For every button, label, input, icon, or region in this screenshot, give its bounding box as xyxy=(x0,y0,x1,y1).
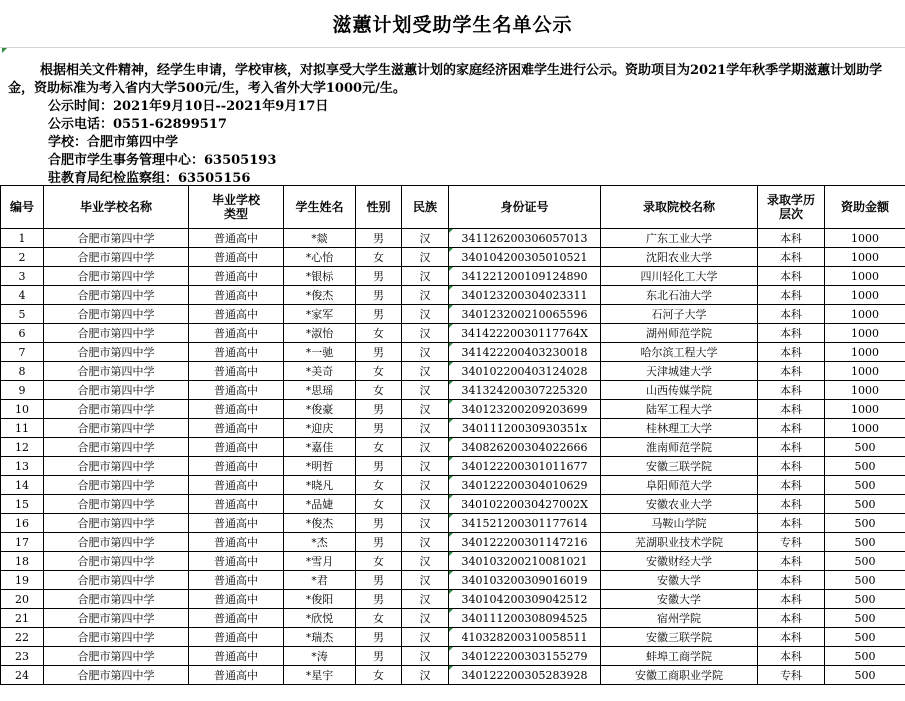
cell-amount: 500 xyxy=(825,495,905,514)
cell-school-type: 普通高中 xyxy=(189,457,284,476)
notice-line-school: 学校：合肥市第四中学 xyxy=(48,135,179,150)
table-row xyxy=(1,609,905,628)
cell-school-name: 合肥市第四中学 xyxy=(44,324,189,343)
cell-ethnicity: 汉 xyxy=(402,609,449,628)
cell-number: 16 xyxy=(1,514,44,533)
cell-school-name: 合肥市第四中学 xyxy=(44,400,189,419)
cell-gender: 男 xyxy=(356,400,402,419)
cell-number: 3 xyxy=(1,267,44,286)
cell-degree-level: 本科 xyxy=(758,647,825,666)
cell-ethnicity: 汉 xyxy=(402,248,449,267)
table-row xyxy=(1,533,905,552)
cell-id-number: 341521200301177614 xyxy=(449,514,601,533)
cell-student-name: *品婕 xyxy=(284,495,356,514)
cell-amount: 1000 xyxy=(825,267,905,286)
cell-degree-level: 本科 xyxy=(758,495,825,514)
cell-school-name: 合肥市第四中学 xyxy=(44,552,189,571)
cell-student-name: *星宇 xyxy=(284,666,356,685)
cell-admitted-school: 山西传媒学院 xyxy=(601,381,758,400)
table-row xyxy=(1,229,905,248)
table-row xyxy=(1,628,905,647)
cell-gender: 男 xyxy=(356,305,402,324)
cell-ethnicity: 汉 xyxy=(402,419,449,438)
cell-degree-level: 本科 xyxy=(758,590,825,609)
cell-number: 24 xyxy=(1,666,44,685)
cell-ethnicity: 汉 xyxy=(402,400,449,419)
cell-school-type: 普通高中 xyxy=(189,267,284,286)
cell-number: 13 xyxy=(1,457,44,476)
cell-number: 21 xyxy=(1,609,44,628)
cell-gender: 男 xyxy=(356,571,402,590)
cell-gender: 女 xyxy=(356,438,402,457)
cell-admitted-school: 陆军工程大学 xyxy=(601,400,758,419)
cell-student-name: *涛 xyxy=(284,647,356,666)
cell-ethnicity: 汉 xyxy=(402,267,449,286)
cell-degree-level: 本科 xyxy=(758,286,825,305)
table-row xyxy=(1,248,905,267)
cell-degree-level: 本科 xyxy=(758,362,825,381)
cell-id-number: 340123200209203699 xyxy=(449,400,601,419)
table-row xyxy=(1,286,905,305)
cell-school-name: 合肥市第四中学 xyxy=(44,419,189,438)
cell-school-name: 合肥市第四中学 xyxy=(44,343,189,362)
cell-school-type: 普通高中 xyxy=(189,590,284,609)
notice-line-supervision: 驻教育局纪检监察组：63505156 xyxy=(48,171,251,186)
cell-gender: 男 xyxy=(356,343,402,362)
cell-number: 23 xyxy=(1,647,44,666)
cell-admitted-school: 安徽大学 xyxy=(601,571,758,590)
cell-number: 6 xyxy=(1,324,44,343)
cell-gender: 女 xyxy=(356,609,402,628)
cell-degree-level: 本科 xyxy=(758,248,825,267)
cell-ethnicity: 汉 xyxy=(402,552,449,571)
table-row xyxy=(1,590,905,609)
cell-amount: 500 xyxy=(825,609,905,628)
cell-ethnicity: 汉 xyxy=(402,571,449,590)
cell-id-number: 341126200306057013 xyxy=(449,229,601,248)
cell-admitted-school: 哈尔滨工程大学 xyxy=(601,343,758,362)
cell-gender: 男 xyxy=(356,286,402,305)
cell-school-name: 合肥市第四中学 xyxy=(44,514,189,533)
cell-id-number: 410328200310058511 xyxy=(449,628,601,647)
cell-school-name: 合肥市第四中学 xyxy=(44,381,189,400)
cell-gender: 男 xyxy=(356,647,402,666)
cell-id-number: 340123200210065596 xyxy=(449,305,601,324)
cell-gender: 女 xyxy=(356,248,402,267)
comment-marker-icon xyxy=(2,48,7,53)
cell-student-name: *迎庆 xyxy=(284,419,356,438)
cell-number: 15 xyxy=(1,495,44,514)
cell-student-name: *淑怡 xyxy=(284,324,356,343)
title-bar xyxy=(0,0,905,48)
cell-amount: 1000 xyxy=(825,419,905,438)
cell-admitted-school: 安徽三联学院 xyxy=(601,457,758,476)
table-row xyxy=(1,324,905,343)
cell-gender: 男 xyxy=(356,533,402,552)
header-ethnicity: 民族 xyxy=(402,186,449,229)
table-row xyxy=(1,647,905,666)
cell-student-name: *欣悦 xyxy=(284,609,356,628)
cell-student-name: *美奇 xyxy=(284,362,356,381)
cell-number: 17 xyxy=(1,533,44,552)
cell-amount: 500 xyxy=(825,438,905,457)
table-row xyxy=(1,305,905,324)
cell-degree-level: 本科 xyxy=(758,324,825,343)
notice-line-phone: 公示电话：0551-62899517 xyxy=(48,117,227,132)
cell-number: 9 xyxy=(1,381,44,400)
table-row xyxy=(1,267,905,286)
cell-degree-level: 本科 xyxy=(758,229,825,248)
cell-admitted-school: 天津城建大学 xyxy=(601,362,758,381)
cell-ethnicity: 汉 xyxy=(402,533,449,552)
cell-admitted-school: 桂林理工大学 xyxy=(601,419,758,438)
page-title: 滋蕙计划受助学生名单公示 xyxy=(332,14,573,36)
cell-school-type: 普通高中 xyxy=(189,419,284,438)
cell-id-number: 34011120030930351x xyxy=(449,419,601,438)
cell-gender: 男 xyxy=(356,628,402,647)
cell-id-number: 340123200304023311 xyxy=(449,286,601,305)
cell-school-name: 合肥市第四中学 xyxy=(44,305,189,324)
cell-school-type: 普通高中 xyxy=(189,400,284,419)
table-row xyxy=(1,362,905,381)
notice-line-center: 合肥市学生事务管理中心：63505193 xyxy=(48,153,277,168)
cell-amount: 500 xyxy=(825,514,905,533)
cell-student-name: *俊豪 xyxy=(284,400,356,419)
cell-school-name: 合肥市第四中学 xyxy=(44,571,189,590)
header-degree-level: 录取学历层次 xyxy=(758,186,825,229)
cell-id-number: 341221200109124890 xyxy=(449,267,601,286)
cell-student-name: *俊阳 xyxy=(284,590,356,609)
cell-ethnicity: 汉 xyxy=(402,438,449,457)
table-row xyxy=(1,419,905,438)
cell-admitted-school: 马鞍山学院 xyxy=(601,514,758,533)
cell-degree-level: 本科 xyxy=(758,400,825,419)
cell-gender: 女 xyxy=(356,476,402,495)
cell-admitted-school: 安徽农业大学 xyxy=(601,495,758,514)
cell-degree-level: 专科 xyxy=(758,666,825,685)
cell-student-name: *俊杰 xyxy=(284,514,356,533)
cell-school-type: 普通高中 xyxy=(189,476,284,495)
notice-block xyxy=(0,48,905,185)
cell-degree-level: 本科 xyxy=(758,552,825,571)
cell-ethnicity: 汉 xyxy=(402,286,449,305)
cell-school-name: 合肥市第四中学 xyxy=(44,267,189,286)
cell-degree-level: 本科 xyxy=(758,381,825,400)
cell-number: 14 xyxy=(1,476,44,495)
cell-number: 19 xyxy=(1,571,44,590)
cell-ethnicity: 汉 xyxy=(402,305,449,324)
cell-admitted-school: 芜湖职业技术学院 xyxy=(601,533,758,552)
table-row xyxy=(1,476,905,495)
student-table xyxy=(0,185,905,685)
table-row xyxy=(1,457,905,476)
cell-student-name: *思瑶 xyxy=(284,381,356,400)
cell-gender: 男 xyxy=(356,457,402,476)
cell-school-type: 普通高中 xyxy=(189,666,284,685)
cell-id-number: 340104200305010521 xyxy=(449,248,601,267)
cell-school-type: 普通高中 xyxy=(189,533,284,552)
cell-number: 18 xyxy=(1,552,44,571)
table-row xyxy=(1,666,905,685)
table-row xyxy=(1,381,905,400)
cell-number: 11 xyxy=(1,419,44,438)
table-row xyxy=(1,343,905,362)
table-row xyxy=(1,571,905,590)
cell-admitted-school: 蚌埠工商学院 xyxy=(601,647,758,666)
cell-school-type: 普通高中 xyxy=(189,438,284,457)
cell-amount: 1000 xyxy=(825,362,905,381)
cell-number: 1 xyxy=(1,229,44,248)
cell-id-number: 340104200309042512 xyxy=(449,590,601,609)
cell-student-name: *燚 xyxy=(284,229,356,248)
cell-admitted-school: 沈阳农业大学 xyxy=(601,248,758,267)
cell-school-name: 合肥市第四中学 xyxy=(44,533,189,552)
cell-amount: 500 xyxy=(825,457,905,476)
cell-school-type: 普通高中 xyxy=(189,495,284,514)
table-row xyxy=(1,400,905,419)
cell-school-type: 普通高中 xyxy=(189,286,284,305)
cell-school-name: 合肥市第四中学 xyxy=(44,628,189,647)
cell-degree-level: 本科 xyxy=(758,609,825,628)
cell-id-number: 340122200301147216 xyxy=(449,533,601,552)
cell-gender: 男 xyxy=(356,514,402,533)
cell-number: 7 xyxy=(1,343,44,362)
cell-id-number: 340103200309016019 xyxy=(449,571,601,590)
cell-number: 10 xyxy=(1,400,44,419)
cell-school-name: 合肥市第四中学 xyxy=(44,590,189,609)
cell-school-name: 合肥市第四中学 xyxy=(44,647,189,666)
cell-id-number: 340122200305283928 xyxy=(449,666,601,685)
cell-student-name: *瑞杰 xyxy=(284,628,356,647)
cell-admitted-school: 四川轻化工大学 xyxy=(601,267,758,286)
cell-school-type: 普通高中 xyxy=(189,229,284,248)
cell-admitted-school: 宿州学院 xyxy=(601,609,758,628)
cell-ethnicity: 汉 xyxy=(402,457,449,476)
cell-ethnicity: 汉 xyxy=(402,343,449,362)
cell-amount: 500 xyxy=(825,647,905,666)
cell-ethnicity: 汉 xyxy=(402,628,449,647)
cell-admitted-school: 安徽大学 xyxy=(601,590,758,609)
cell-student-name: *俊杰 xyxy=(284,286,356,305)
cell-ethnicity: 汉 xyxy=(402,666,449,685)
cell-amount: 500 xyxy=(825,666,905,685)
table-header-row xyxy=(1,186,905,229)
cell-school-type: 普通高中 xyxy=(189,305,284,324)
cell-amount: 500 xyxy=(825,571,905,590)
cell-id-number: 340826200304022666 xyxy=(449,438,601,457)
cell-student-name: *君 xyxy=(284,571,356,590)
cell-school-name: 合肥市第四中学 xyxy=(44,229,189,248)
cell-student-name: *雪月 xyxy=(284,552,356,571)
cell-gender: 男 xyxy=(356,590,402,609)
cell-amount: 500 xyxy=(825,628,905,647)
cell-admitted-school: 阜阳师范大学 xyxy=(601,476,758,495)
cell-gender: 女 xyxy=(356,552,402,571)
table-row xyxy=(1,438,905,457)
cell-ethnicity: 汉 xyxy=(402,590,449,609)
cell-admitted-school: 安徽三联学院 xyxy=(601,628,758,647)
cell-number: 20 xyxy=(1,590,44,609)
cell-degree-level: 本科 xyxy=(758,628,825,647)
cell-degree-level: 本科 xyxy=(758,476,825,495)
cell-admitted-school: 安徽工商职业学院 xyxy=(601,666,758,685)
cell-id-number: 34010220030427002X xyxy=(449,495,601,514)
cell-student-name: *明哲 xyxy=(284,457,356,476)
header-id-number: 身份证号 xyxy=(449,186,601,229)
cell-id-number: 340102200403124028 xyxy=(449,362,601,381)
cell-number: 22 xyxy=(1,628,44,647)
cell-ethnicity: 汉 xyxy=(402,381,449,400)
cell-admitted-school: 东北石油大学 xyxy=(601,286,758,305)
cell-id-number: 340103200210081021 xyxy=(449,552,601,571)
cell-ethnicity: 汉 xyxy=(402,362,449,381)
cell-school-name: 合肥市第四中学 xyxy=(44,362,189,381)
cell-school-name: 合肥市第四中学 xyxy=(44,495,189,514)
cell-gender: 女 xyxy=(356,381,402,400)
cell-school-type: 普通高中 xyxy=(189,362,284,381)
cell-amount: 1000 xyxy=(825,248,905,267)
cell-school-name: 合肥市第四中学 xyxy=(44,666,189,685)
cell-ethnicity: 汉 xyxy=(402,647,449,666)
table-body xyxy=(1,229,905,685)
cell-school-type: 普通高中 xyxy=(189,324,284,343)
table-row xyxy=(1,552,905,571)
cell-amount: 1000 xyxy=(825,381,905,400)
cell-degree-level: 本科 xyxy=(758,305,825,324)
cell-student-name: *一驰 xyxy=(284,343,356,362)
table-row xyxy=(1,495,905,514)
cell-student-name: *嘉佳 xyxy=(284,438,356,457)
cell-amount: 1000 xyxy=(825,305,905,324)
cell-id-number: 34142220030117764X xyxy=(449,324,601,343)
cell-admitted-school: 广东工业大学 xyxy=(601,229,758,248)
cell-school-type: 普通高中 xyxy=(189,609,284,628)
cell-amount: 1000 xyxy=(825,229,905,248)
cell-number: 12 xyxy=(1,438,44,457)
cell-school-name: 合肥市第四中学 xyxy=(44,248,189,267)
cell-degree-level: 本科 xyxy=(758,343,825,362)
cell-id-number: 340122200301011677 xyxy=(449,457,601,476)
cell-school-type: 普通高中 xyxy=(189,514,284,533)
cell-id-number: 341422200403230018 xyxy=(449,343,601,362)
cell-school-type: 普通高中 xyxy=(189,647,284,666)
header-admitted-school: 录取院校名称 xyxy=(601,186,758,229)
cell-school-type: 普通高中 xyxy=(189,381,284,400)
cell-admitted-school: 安徽财经大学 xyxy=(601,552,758,571)
cell-ethnicity: 汉 xyxy=(402,476,449,495)
notice-line-time: 公示时间：2021年9月10日--2021年9月17日 xyxy=(48,99,329,114)
cell-degree-level: 本科 xyxy=(758,457,825,476)
cell-student-name: *晓凡 xyxy=(284,476,356,495)
cell-degree-level: 本科 xyxy=(758,438,825,457)
cell-school-type: 普通高中 xyxy=(189,552,284,571)
cell-school-type: 普通高中 xyxy=(189,343,284,362)
cell-amount: 1000 xyxy=(825,400,905,419)
cell-student-name: *心怡 xyxy=(284,248,356,267)
notice-paragraph: 根据相关文件精神，经学生申请，学校审核，对拟享受大学生滋蕙计划的家庭经济困难学生进行公示。资助项目为2021学年秋季学期滋蕙计划助学金，资助标准为考入省内大学500元/生，考入省外大学1000元/生。 xyxy=(8,63,883,96)
cell-amount: 1000 xyxy=(825,343,905,362)
cell-ethnicity: 汉 xyxy=(402,495,449,514)
cell-degree-level: 本科 xyxy=(758,267,825,286)
cell-number: 5 xyxy=(1,305,44,324)
cell-school-name: 合肥市第四中学 xyxy=(44,438,189,457)
cell-amount: 500 xyxy=(825,552,905,571)
cell-school-name: 合肥市第四中学 xyxy=(44,609,189,628)
cell-degree-level: 本科 xyxy=(758,571,825,590)
cell-id-number: 340111200308094525 xyxy=(449,609,601,628)
cell-ethnicity: 汉 xyxy=(402,514,449,533)
header-number: 编号 xyxy=(1,186,44,229)
cell-student-name: *杰 xyxy=(284,533,356,552)
cell-student-name: *银标 xyxy=(284,267,356,286)
cell-school-type: 普通高中 xyxy=(189,628,284,647)
cell-number: 8 xyxy=(1,362,44,381)
cell-gender: 男 xyxy=(356,229,402,248)
cell-gender: 女 xyxy=(356,324,402,343)
cell-admitted-school: 湖州师范学院 xyxy=(601,324,758,343)
header-school-name: 毕业学校名称 xyxy=(44,186,189,229)
cell-amount: 1000 xyxy=(825,286,905,305)
cell-amount: 500 xyxy=(825,476,905,495)
cell-admitted-school: 石河子大学 xyxy=(601,305,758,324)
cell-gender: 男 xyxy=(356,419,402,438)
header-school-type: 毕业学校类型 xyxy=(189,186,284,229)
cell-number: 2 xyxy=(1,248,44,267)
cell-gender: 女 xyxy=(356,362,402,381)
cell-school-type: 普通高中 xyxy=(189,571,284,590)
cell-school-name: 合肥市第四中学 xyxy=(44,286,189,305)
cell-number: 4 xyxy=(1,286,44,305)
cell-degree-level: 本科 xyxy=(758,514,825,533)
cell-school-name: 合肥市第四中学 xyxy=(44,457,189,476)
cell-gender: 女 xyxy=(356,666,402,685)
cell-school-type: 普通高中 xyxy=(189,248,284,267)
cell-student-name: *家军 xyxy=(284,305,356,324)
cell-degree-level: 专科 xyxy=(758,533,825,552)
cell-id-number: 340122200303155279 xyxy=(449,647,601,666)
cell-amount: 500 xyxy=(825,590,905,609)
cell-degree-level: 本科 xyxy=(758,419,825,438)
cell-ethnicity: 汉 xyxy=(402,229,449,248)
header-amount: 资助金额 xyxy=(825,186,905,229)
cell-gender: 女 xyxy=(356,495,402,514)
cell-id-number: 341324200307225320 xyxy=(449,381,601,400)
cell-id-number: 340122200304010629 xyxy=(449,476,601,495)
header-student-name: 学生姓名 xyxy=(284,186,356,229)
cell-amount: 1000 xyxy=(825,324,905,343)
header-gender: 性别 xyxy=(356,186,402,229)
cell-admitted-school: 淮南师范学院 xyxy=(601,438,758,457)
table-row xyxy=(1,514,905,533)
cell-ethnicity: 汉 xyxy=(402,324,449,343)
cell-gender: 男 xyxy=(356,267,402,286)
cell-school-name: 合肥市第四中学 xyxy=(44,476,189,495)
cell-amount: 500 xyxy=(825,533,905,552)
